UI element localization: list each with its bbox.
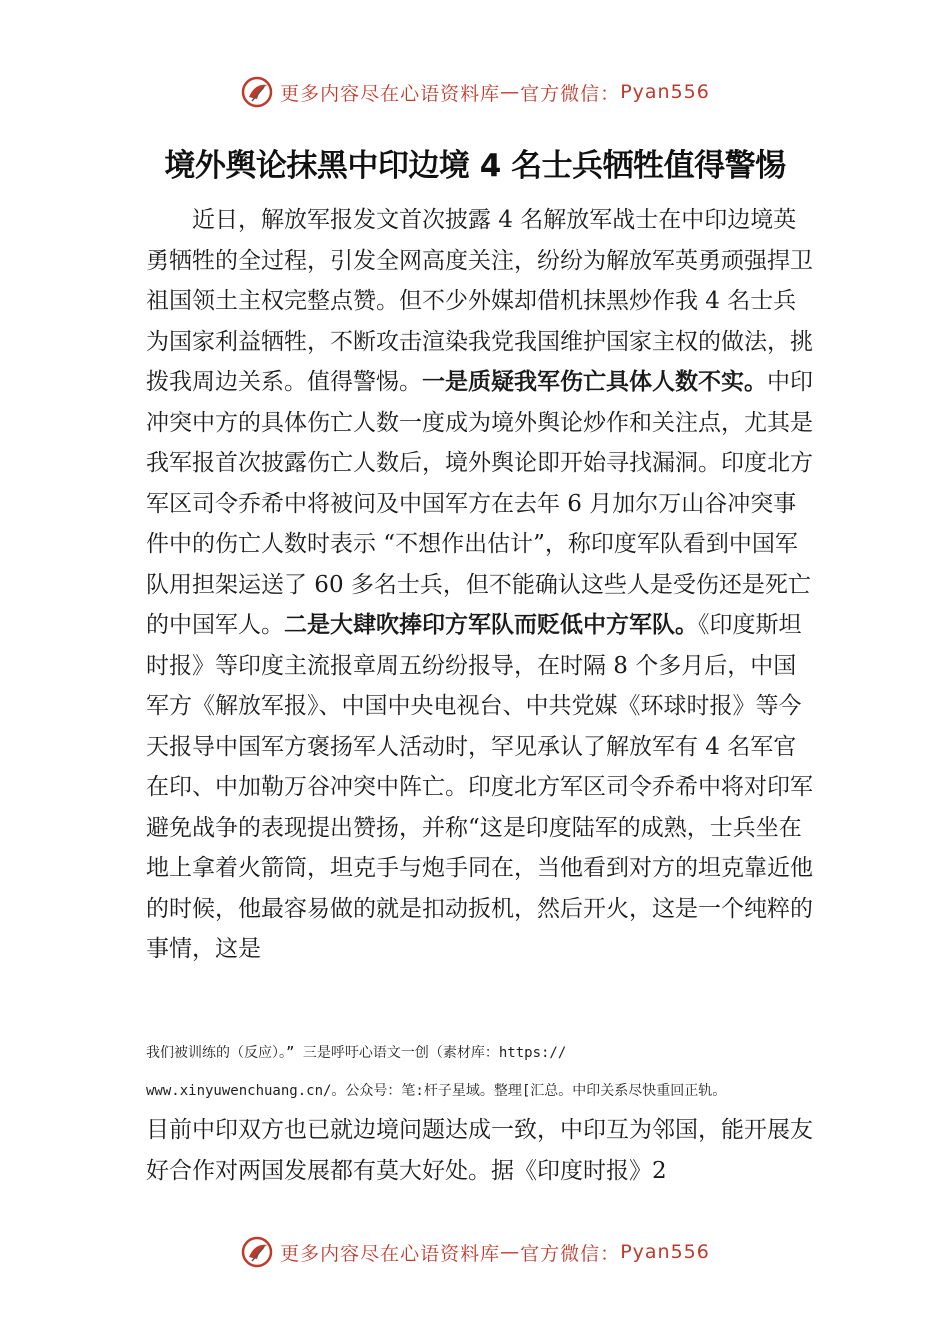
paragraph-1-text-a: 近日，解放军报发文首次披露 4 名解放军战士在中印边境英勇牺牲的全过程，引发全网高度关注，纷纷为解放军英勇顽强捍卫祖国领土主权完整点赞。但不少外媒却借机抹黑炒作我 4 名士兵为国家利益牺牲，不断攻击渲染我党我国维护国家主权的做法，挑拨我周边关系。值得警惕。 — [146, 207, 813, 395]
wechat-label: 官方微信： — [520, 82, 621, 105]
logo-icon — [240, 1235, 274, 1269]
logo-icon — [240, 75, 274, 109]
paragraph-1-text-c: 《印度斯坦时报》等印度主流报章周五纷纷报导，在时隔 8 个多月后，中国军方《解放军报》、中国中央电视台、中共党媒《环球时报》等今天报导中国军方褒扬军人活动时，罕见承认了解放军有 4 名军官在印、中加勒万谷冲突中阵亡。印度北方军区司令乔希中将对印军避免战争的表现提出赞扬，并称“这是印度陆军的成熟，士兵坐在地上拿着火箭筒，坦克手与炮手同在，当他看到对方的坦克靠近他的时候，他最容易做的就是扣动扳机，然后开火，这是一个纯粹的事情，这是 — [146, 612, 813, 962]
footer-text: 更多内容尽在心语资料库 — [280, 1242, 501, 1265]
footer-wechat-id: Pyan556 — [620, 1241, 710, 1263]
paragraph-1-text-b: 中印冲突中方的具体伤亡人数一度成为境外舆论炒作和关注点，尤其是我军报首次披露伤亡人数后，境外舆论即开始寻找漏洞。印度北方军区司令乔希中将被问及中国军方在去年 6 月加尔万山谷冲突事件中的伤亡人数时表示 “不想作出估计”，称印度军队看到中国军队用担架运送了 60 多名士兵，但不能确认这些人是受伤还是死亡的中国军人。 — [146, 369, 813, 638]
header-separator: — — [500, 81, 521, 103]
wechat-id: Pyan556 — [620, 81, 710, 103]
paragraph-2: 目前中印双方也已就边境问题达成一致，中印互为邻国，能开展友好合作对两国发展都有莫大好处。据《印度时报》2 — [146, 1117, 813, 1184]
small-text-line-2: www.xinyuwenchuang.cn/。公众号：笔:杆子星域。整理[汇总。中印关系尽快重回正轨。 — [146, 1083, 727, 1099]
footer-separator: — — [500, 1241, 521, 1263]
header-text: 更多内容尽在心语资料库 — [280, 82, 501, 105]
paragraph-1 — [146, 200, 816, 970]
footer-banner — [0, 1232, 950, 1272]
point-2-heading: 二是大肆吹捧印方军队而贬低中方军队。 — [284, 612, 698, 638]
point-1-heading: 一是质疑我军伤亡具体人数不实。 — [422, 369, 767, 395]
article-body — [146, 200, 816, 970]
footer-wechat-label: 官方微信： — [520, 1242, 621, 1265]
article-body-continued — [146, 1110, 816, 1191]
header-banner — [0, 72, 950, 112]
small-text-line-1: 我们被训练的（反应）。” 三是呼吁心语文一创（素材库：https:// — [146, 1045, 567, 1061]
article-title: 境外舆论抹黑中印边境 4 名士兵牺牲值得警惕 — [164, 148, 786, 184]
